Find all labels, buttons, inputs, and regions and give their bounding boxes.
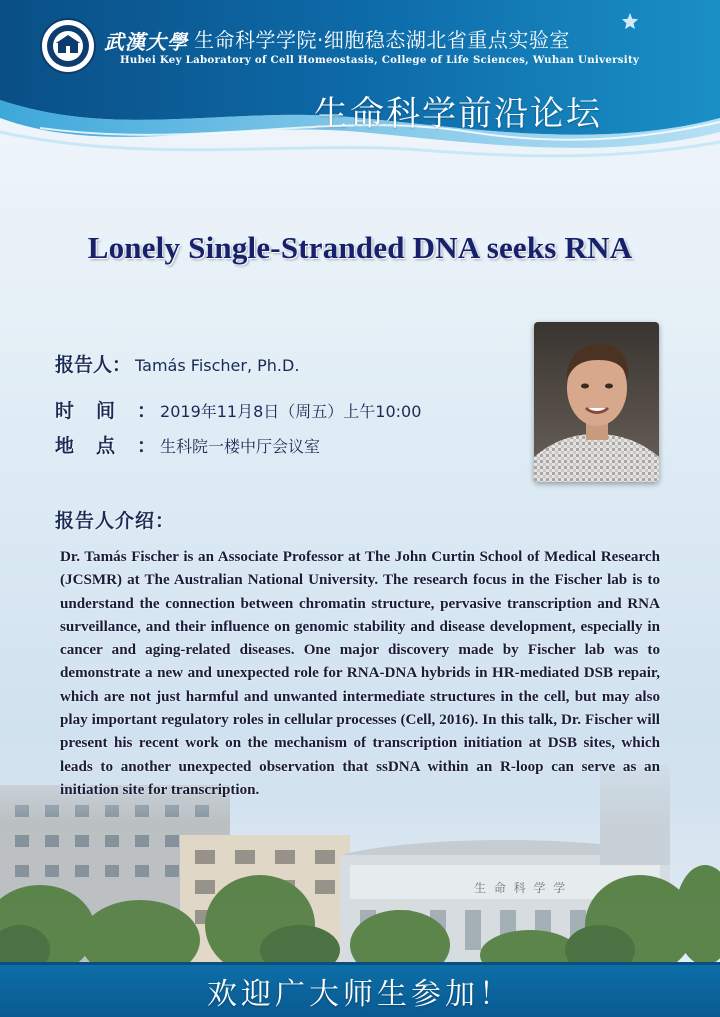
- bio-heading: 报告人介绍：: [55, 510, 176, 532]
- colon: ：: [137, 400, 157, 422]
- place-row: [55, 431, 320, 458]
- building-sign: 生 命 科 学 学: [474, 881, 568, 895]
- lab-name: 生命科学学院·细胞稳态湖北省重点实验室: [194, 28, 570, 52]
- colon: ：: [137, 435, 157, 457]
- university-calligraphy: 武漢大學: [104, 30, 188, 54]
- speaker-portrait: [534, 322, 659, 482]
- footer-banner: [0, 962, 720, 1017]
- place-label: 地点: [55, 435, 138, 457]
- time-label: 时间: [55, 400, 138, 422]
- star-icon: [621, 12, 639, 30]
- university-seal-icon: [40, 18, 96, 74]
- talk-title: Lonely Single-Stranded DNA seeks RNA: [87, 230, 633, 265]
- time-row: [55, 396, 421, 423]
- speaker-name: Tamás Fischer, Ph.D.: [135, 356, 300, 375]
- bio-text: Dr. Tamás Fischer is an Associate Professor at The John Curtin School of Medical Research (JCSMR) at The Australian National University. The research focus in the Fischer lab is to understand the connection between chromatin structure, pervasive transcription and RNA surveillance, and their influence on genomic stability and disease development, especially in cancer and aging-related diseases. One major discovery made by Fischer lab was to demonstrate a new and unexpected role for RNA-DNA hybrids in HR-mediated DSB repair, which are not just harmful and unwanted intermediate structures in the cell, but may also play important regulatory roles in cellular processes (Cell, 2016). In this talk, Dr. Fischer will present his recent work on the mechanism of transcription initiation at DSB sites, which leads to another unexpected observation that ssDNA within an R-loop can serve as an initiation site for transcription.: [60, 549, 660, 798]
- time-value: 2019年11月8日（周五）上午10:00: [160, 402, 422, 421]
- welcome-message: 欢迎广大师生参加！: [207, 977, 513, 1012]
- lab-name-english: Hubei Key Laboratory of Cell Homeostasis, College of Life Sciences, Wuhan University: [120, 54, 640, 66]
- place-value: 生科院一楼中厅会议室: [160, 437, 321, 456]
- colon: ：: [112, 354, 132, 376]
- forum-title: 生命科学前沿论坛: [314, 94, 602, 134]
- speaker-label: 报告人: [55, 354, 113, 376]
- speaker-row: [55, 350, 299, 377]
